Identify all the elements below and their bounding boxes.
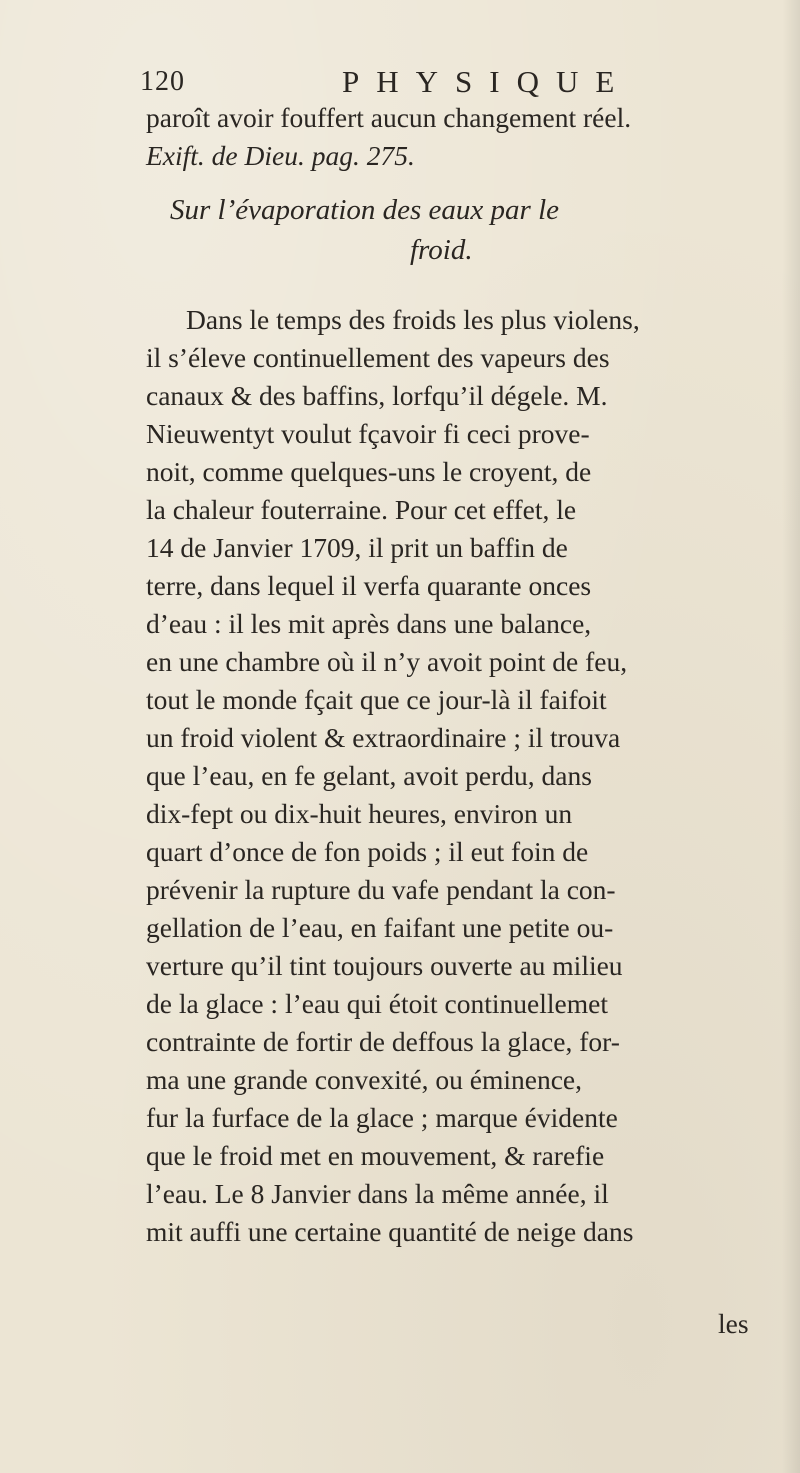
section-title: Sur l’évaporation des eaux par le bbox=[170, 194, 560, 226]
running-title: PHYSIQUE bbox=[342, 64, 632, 99]
paragraph-line: de la glace : l’eau qui étoit continuellemet bbox=[146, 988, 608, 1019]
paragraph-line: quart d’once de fon poids ; il eut foin de bbox=[146, 836, 589, 867]
paragraph-line: 14 de Janvier 1709, il prit un baffin de bbox=[146, 532, 568, 563]
paragraph-line: verture qu’il tint toujours ouverte au milieu bbox=[146, 950, 623, 981]
paragraph-line: gellation de l’eau, en faifant une petite ou- bbox=[146, 912, 614, 943]
paragraph-line: en une chambre où il n’y avoit point de feu, bbox=[146, 646, 628, 677]
page-header bbox=[140, 66, 780, 106]
paragraph-line: d’eau : il les mit après dans une balance, bbox=[146, 608, 592, 639]
paragraph-line: mit auffi une certaine quantité de neige dans bbox=[146, 1216, 634, 1247]
paragraph-line: il s’éleve continuellement des vapeurs des bbox=[146, 342, 610, 373]
paragraph-line: canaux & des baffins, lorfqu’il dégele. M. bbox=[146, 380, 608, 411]
paragraph-line: noit, comme quelques-uns le croyent, de bbox=[146, 456, 592, 487]
text-line: paroît avoir fouffert aucun changement réel. bbox=[146, 102, 632, 133]
paragraph-line: que l’eau, en fe gelant, avoit perdu, dans bbox=[146, 760, 592, 791]
paragraph-line: terre, dans lequel il verfa quarante onces bbox=[146, 570, 592, 601]
section-title-continued: froid. bbox=[410, 234, 473, 266]
paragraph-line: prévenir la rupture du vafe pendant la con- bbox=[146, 874, 616, 905]
page-number: 120 bbox=[140, 66, 185, 97]
citation-line: Exift. de Dieu. pag. 275. bbox=[146, 140, 415, 171]
paragraph-line: que le froid met en mouvement, & rarefie bbox=[146, 1140, 605, 1171]
paragraph-line: Nieuwentyt voulut fçavoir fi ceci prove- bbox=[146, 418, 590, 449]
paragraph-line: un froid violent & extraordinaire ; il trouva bbox=[146, 722, 621, 753]
paragraph-line: tout le monde fçait que ce jour-là il faifoit bbox=[146, 684, 607, 715]
paragraph-line: Dans le temps des froids les plus violens, bbox=[186, 304, 640, 335]
paragraph-line: la chaleur fouterraine. Pour cet effet, le bbox=[146, 494, 577, 525]
paragraph-line: fur la furface de la glace ; marque évidente bbox=[146, 1102, 618, 1133]
paragraph-line: l’eau. Le 8 Janvier dans la même année, il bbox=[146, 1178, 609, 1209]
paragraph-line: dix-fept ou dix-huit heures, environ un bbox=[146, 798, 573, 829]
catchword: les bbox=[718, 1308, 749, 1339]
paragraph-line: ma une grande convexité, ou éminence, bbox=[146, 1064, 582, 1095]
paragraph-line: contrainte de fortir de deffous la glace, for- bbox=[146, 1026, 620, 1057]
page-edge-shadow bbox=[782, 0, 800, 1473]
